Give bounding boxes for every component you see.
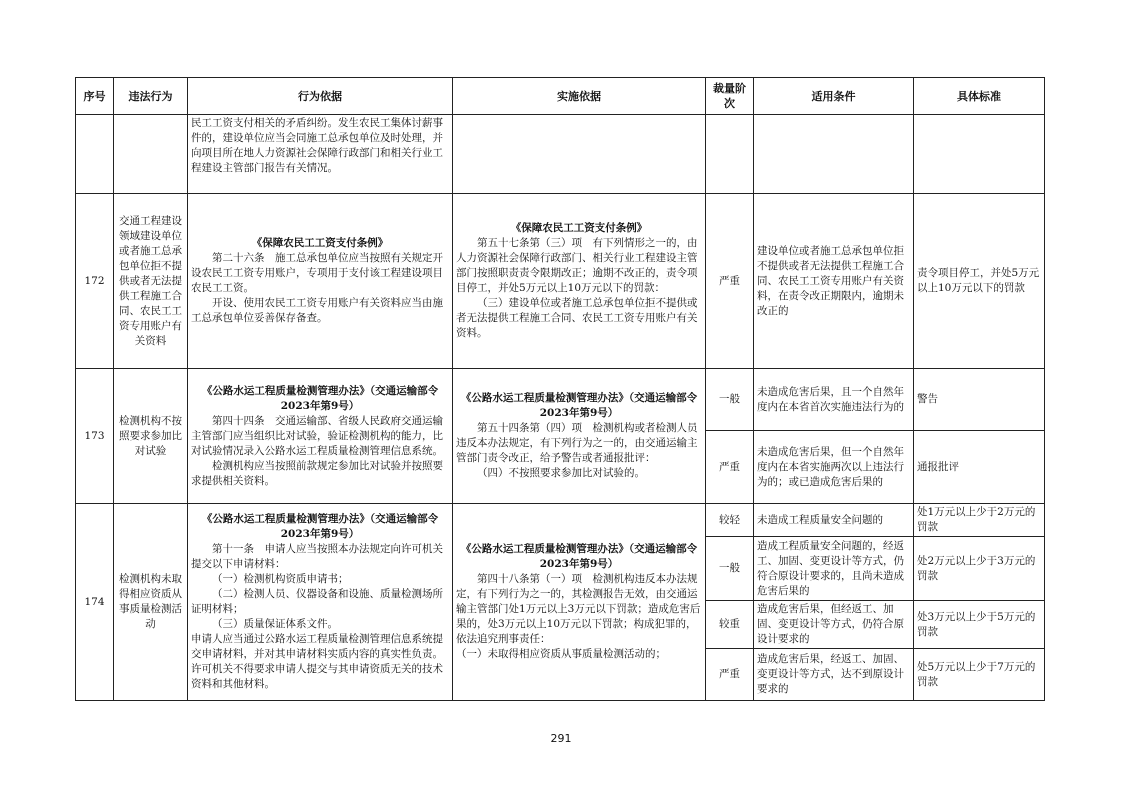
standard-cell: 责令项目停工，并处5万元以上10万元以下的罚款 <box>914 194 1045 369</box>
violation-cell: 交通工程建设领域建设单位或者施工总承包单位拒不提供或者无法提供工程施工合同、农民工工资专用账户有关资料 <box>114 194 188 369</box>
basis-article: （三）质量保证体系文件。 <box>212 618 338 630</box>
impl-article: 第四十八条第（一）项 检测机构违反本办法规定，有下列行为之一的，其检测报告无效，由交通运输主管部门处1万元以上3万元以下罚款；造成危害后果的，处3万元以上10万元以下罚款；构成犯罪的，依法追究刑事责任： <box>456 573 701 645</box>
basis-law-title: 《公路水运工程质量检测管理办法》（交通运输部令2023年第9号） <box>201 513 439 540</box>
standard-cell: 处5万元以上少于7万元的罚款 <box>914 649 1045 701</box>
header-seq: 序号 <box>76 78 114 115</box>
level-cell: 一般 <box>706 537 754 601</box>
header-violation: 违法行为 <box>114 78 188 115</box>
seq-cell: 174 <box>76 504 114 701</box>
basis-cell <box>188 369 453 504</box>
level-cell: 一般 <box>706 369 754 431</box>
standard-cell: 处2万元以上少于3万元的罚款 <box>914 537 1045 601</box>
basis-article: 第四十四条 交通运输部、省级人民政府交通运输主管部门应当组织比对试验，验证检测机构的能力，比对试验情况录入公路水运工程质量检测管理信息系统。 <box>191 414 443 457</box>
condition-cell: 未造成危害后果，且一个自然年度内在本省首次实施违法行为的 <box>754 369 914 431</box>
level-cell: 较重 <box>706 601 754 649</box>
basis-article: 第十一条 申请人应当按照本办法规定向许可机关提交以下申请材料： <box>191 543 443 570</box>
table-row-172 <box>76 194 1045 369</box>
penalty-table <box>75 77 1045 701</box>
basis-cell <box>188 504 453 701</box>
basis-law-title: 《保障农民工工资支付条例》 <box>251 237 389 249</box>
header-condition: 适用条件 <box>754 78 914 115</box>
level-cell: 严重 <box>706 649 754 701</box>
level-cell: 较轻 <box>706 504 754 537</box>
continued-basis: 民工工资支付相关的矛盾纠纷。发生农民工集体讨薪事件的，建设单位应当会同施工总承包单位及时处理，并向项目所在地人力资源社会保障行政部门和相关行业工程建设主管部门报告有关情况。 <box>188 115 453 194</box>
impl-law-title: 《公路水运工程质量检测管理办法》（交通运输部令2023年第9号） <box>460 543 698 570</box>
condition-cell: 造成工程质量安全问题的，经返工、加固、变更设计等方式，仍符合原设计要求的，且尚未造成危害后果的 <box>754 537 914 601</box>
standard-cell: 处3万元以上少于5万元的罚款 <box>914 601 1045 649</box>
condition-cell: 造成危害后果，经返工、加固、变更设计等方式，达不到原设计要求的 <box>754 649 914 701</box>
impl-article: （三）建设单位或者施工总承包单位拒不提供或者无法提供工程施工合同、农民工工资专用账户有关资料。 <box>456 297 698 339</box>
seq-cell: 172 <box>76 194 114 369</box>
basis-article: （一）检测机构资质申请书； <box>212 573 349 585</box>
seq-cell: 173 <box>76 369 114 504</box>
header-basis: 行为依据 <box>188 78 453 115</box>
basis-article: （二）检测人员、仪器设备和设施、质量检测场所证明材料； <box>191 588 443 615</box>
basis-article: 第二十六条 施工总承包单位应当按照有关规定开设农民工工资专用账户，专项用于支付该工程建设项目农民工工资。 <box>191 252 443 294</box>
basis-article: 检测机构应当按照前款规定参加比对试验并按照要求提供相关资料。 <box>191 459 443 487</box>
violation-cell: 检测机构不按照要求参加比对试验 <box>114 369 188 504</box>
impl-law-title: 《公路水运工程质量检测管理办法》（交通运输部令2023年第9号） <box>460 392 698 419</box>
level-cell: 严重 <box>706 194 754 369</box>
impl-cell <box>453 369 706 504</box>
impl-cell <box>453 194 706 369</box>
impl-law-title: 《保障农民工工资支付条例》 <box>510 222 648 234</box>
table-row-174 <box>76 504 1045 537</box>
impl-article: （一）未取得相应资质从事质量检测活动的； <box>456 648 666 660</box>
table-row-173 <box>76 369 1045 431</box>
level-cell: 严重 <box>706 431 754 504</box>
basis-cell <box>188 194 453 369</box>
basis-article: 开设、使用农民工工资专用账户有关资料应当由施工总承包单位妥善保存备查。 <box>191 297 443 324</box>
impl-article: （四）不按照要求参加比对试验的。 <box>477 467 645 479</box>
condition-cell: 未造成危害后果，但一个自然年度内在本省实施两次以上违法行为的；或已造成危害后果的 <box>754 431 914 504</box>
impl-article: 第五十七条第（三）项 有下列情形之一的，由人力资源社会保障行政部门、相关行业工程建设主管部门按照职责责令限期改正；逾期不改正的，责令项目停工，并处5万元以上10万元以下的罚款： <box>456 237 698 294</box>
table-row-continued <box>76 115 1045 194</box>
standard-cell: 通报批评 <box>914 431 1045 504</box>
basis-article: 申请人应当通过公路水运工程质量检测管理信息系统提交申请材料，并对其申请材料实质内容的真实性负责。许可机关不得要求申请人提交与其申请资质无关的技术资料和其他材料。 <box>191 633 443 690</box>
header-impl: 实施依据 <box>453 78 706 115</box>
header-row <box>76 78 1045 115</box>
standard-cell: 警告 <box>914 369 1045 431</box>
page-number: 291 <box>550 732 572 745</box>
condition-cell: 建设单位或者施工总承包单位拒不提供或者无法提供工程施工合同、农民工工资专用账户有关资料，在责令改正期限内，逾期未改正的 <box>754 194 914 369</box>
impl-article: 第五十四条第（四）项 检测机构或者检测人员违反本办法规定，有下列行为之一的，由交通运输主管部门责令改正，给予警告或者通报批评： <box>456 422 698 464</box>
condition-cell: 造成危害后果，但经返工、加固、变更设计等方式，仍符合原设计要求的 <box>754 601 914 649</box>
header-level: 裁量阶次 <box>706 78 754 115</box>
violation-cell: 检测机构未取得相应资质从事质量检测活动 <box>114 504 188 701</box>
impl-cell <box>453 504 706 701</box>
standard-cell: 处1万元以上少于2万元的罚款 <box>914 504 1045 537</box>
header-standard: 具体标准 <box>914 78 1045 115</box>
basis-law-title: 《公路水运工程质量检测管理办法》（交通运输部令2023年第9号） <box>201 384 439 412</box>
condition-cell: 未造成工程质量安全问题的 <box>754 504 914 537</box>
